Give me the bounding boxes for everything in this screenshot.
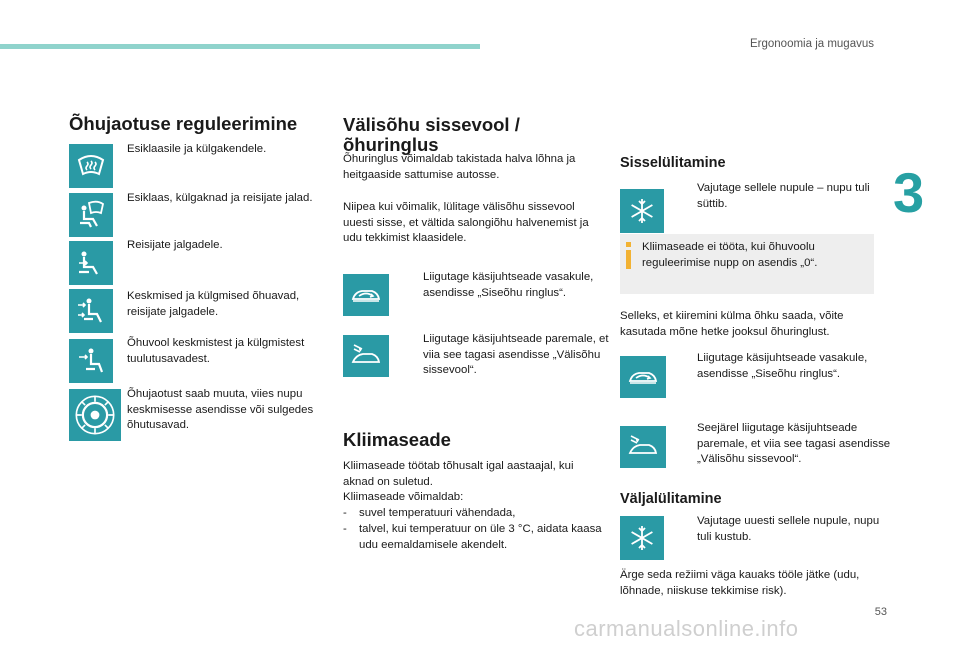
- recirculation-para-1: Õhuringlus võimaldab takistada halva lõhna ja heitgaaside sattumise autosse.: [343, 153, 576, 181]
- on-bullet-3: [673, 421, 897, 468]
- watermark: carmanualsonline.info: [574, 616, 799, 641]
- info-note-text: Kliimaseade ei tööta, kui õhuvoolu reguleerimise nupp on asendis „0“.: [642, 241, 818, 269]
- fresh-air-car-icon-2: [620, 426, 666, 468]
- chapter-number: 3: [893, 161, 925, 224]
- ac-dash-1-text: suvel temperatuuri vähendada,: [359, 507, 516, 519]
- recirculation-title-line1: Välisõhu sissevool /: [343, 114, 520, 135]
- recirc-bullet-1-text: Liigutage käsijuhtseade vasakule, asendisse „Siseõhu ringlus“.: [423, 271, 594, 299]
- distribution-text-5: Õhuvool keskmistest ja külgmistest tuulutusavadest.: [127, 337, 305, 365]
- info-icon: [626, 242, 631, 247]
- distribution-text-6: Õhujaotust saab muuta, viies nupu keskmisesse asendisse või sulgedes õhutusavad.: [127, 388, 314, 431]
- recirc-bullet-1: [399, 270, 598, 301]
- vents-airflow-icon: [69, 339, 113, 383]
- recirculation-car-icon-2: [620, 356, 666, 398]
- snowflake-icon-2: [620, 516, 664, 560]
- switch-off-title: Väljalülitamine: [620, 491, 722, 507]
- info-icon-stem: [626, 250, 631, 269]
- on-bullet-2-text: Liigutage käsijuhtseade vasakule, asendisse „Siseõhu ringlus“.: [697, 352, 868, 380]
- ac-dash-1: [343, 506, 609, 522]
- ac-dash-2: [343, 522, 609, 553]
- switch-on-title: Sisselülitamine: [620, 155, 726, 171]
- recirc-bullet-2-text: Liigutage käsijuhtseade paremale, et viia see tagasi asendisse „Välisõhu sissevool“.: [423, 333, 609, 376]
- on-bullet-2: [673, 351, 887, 382]
- ac-dash-2-text: talvel, kui temperatuur on üle 3 °C, aidata kaasa udu eemaldamisele akendelt.: [359, 523, 602, 551]
- ac-para-1: Kliimaseade töötab tõhusalt igal aastaajal, kui aknad on suletud.: [343, 460, 574, 488]
- on-bullet-1: [673, 181, 892, 212]
- on-bullet-3-text: Seejärel liigutage käsijuhtseade paremale, et viia see tagasi asendisse „Välisõhu sissevool“.: [697, 422, 891, 465]
- on-bullet-1-text: Vajutage sellele nupule – nupu tuli süttib.: [697, 182, 870, 210]
- distribution-text-1: Esiklaasile ja külgakendele.: [127, 143, 267, 155]
- recirculation-para-2: Niipea kui võimalik, lülitage välisõhu sissevool uuesti sisse, et vältida salongiõhu halvenemist ja udu tekkimist klaasidele.: [343, 201, 589, 244]
- cooling-para: Selleks, et kiiremini külma õhku saada, võite kasutada mõne hetke jooksul õhuringlust.: [620, 310, 844, 338]
- feet-airflow-icon: [69, 241, 113, 285]
- dash-mark: -: [343, 523, 347, 535]
- page-number: 53: [874, 606, 887, 618]
- vents-feet-icon: [69, 289, 113, 333]
- header-accent-bar: [0, 44, 480, 49]
- recirculation-title-line2: õhuringlus: [343, 134, 439, 155]
- distribution-text-3: Reisijate jalgadele.: [127, 239, 223, 251]
- distribution-text-2: Esiklaas, külgaknad ja reisijate jalad.: [127, 192, 313, 204]
- air-distribution-title: Õhujaotuse reguleerimine: [69, 113, 298, 134]
- off-para: Ärge seda režiimi väga kauaks tööle jätke (udu, lõhnade, niiskuse tekkimise risk).: [620, 569, 860, 597]
- off-bullet-1-text: Vajutage uuesti sellele nupule, nupu tuli kustub.: [697, 515, 880, 543]
- distribution-dial-icon: [69, 389, 121, 441]
- ac-para-2: Kliimaseade võimaldab:: [343, 491, 464, 503]
- ac-title: Kliimaseade: [343, 429, 451, 450]
- windshield-defrost-icon: [69, 144, 113, 188]
- distribution-text-4: Keskmised ja külgmised õhuavad, reisijate jalgadele.: [127, 290, 300, 318]
- recirculation-car-icon: [343, 274, 389, 316]
- dash-mark: -: [343, 507, 347, 519]
- recirc-bullet-2: [399, 332, 613, 379]
- info-note: [620, 234, 874, 294]
- fresh-air-car-icon: [343, 335, 389, 377]
- section-header: Ergonoomia ja mugavus: [749, 38, 874, 50]
- windshield-feet-icon: [69, 193, 113, 237]
- snowflake-icon: [620, 189, 664, 233]
- off-bullet-1: [673, 514, 892, 545]
